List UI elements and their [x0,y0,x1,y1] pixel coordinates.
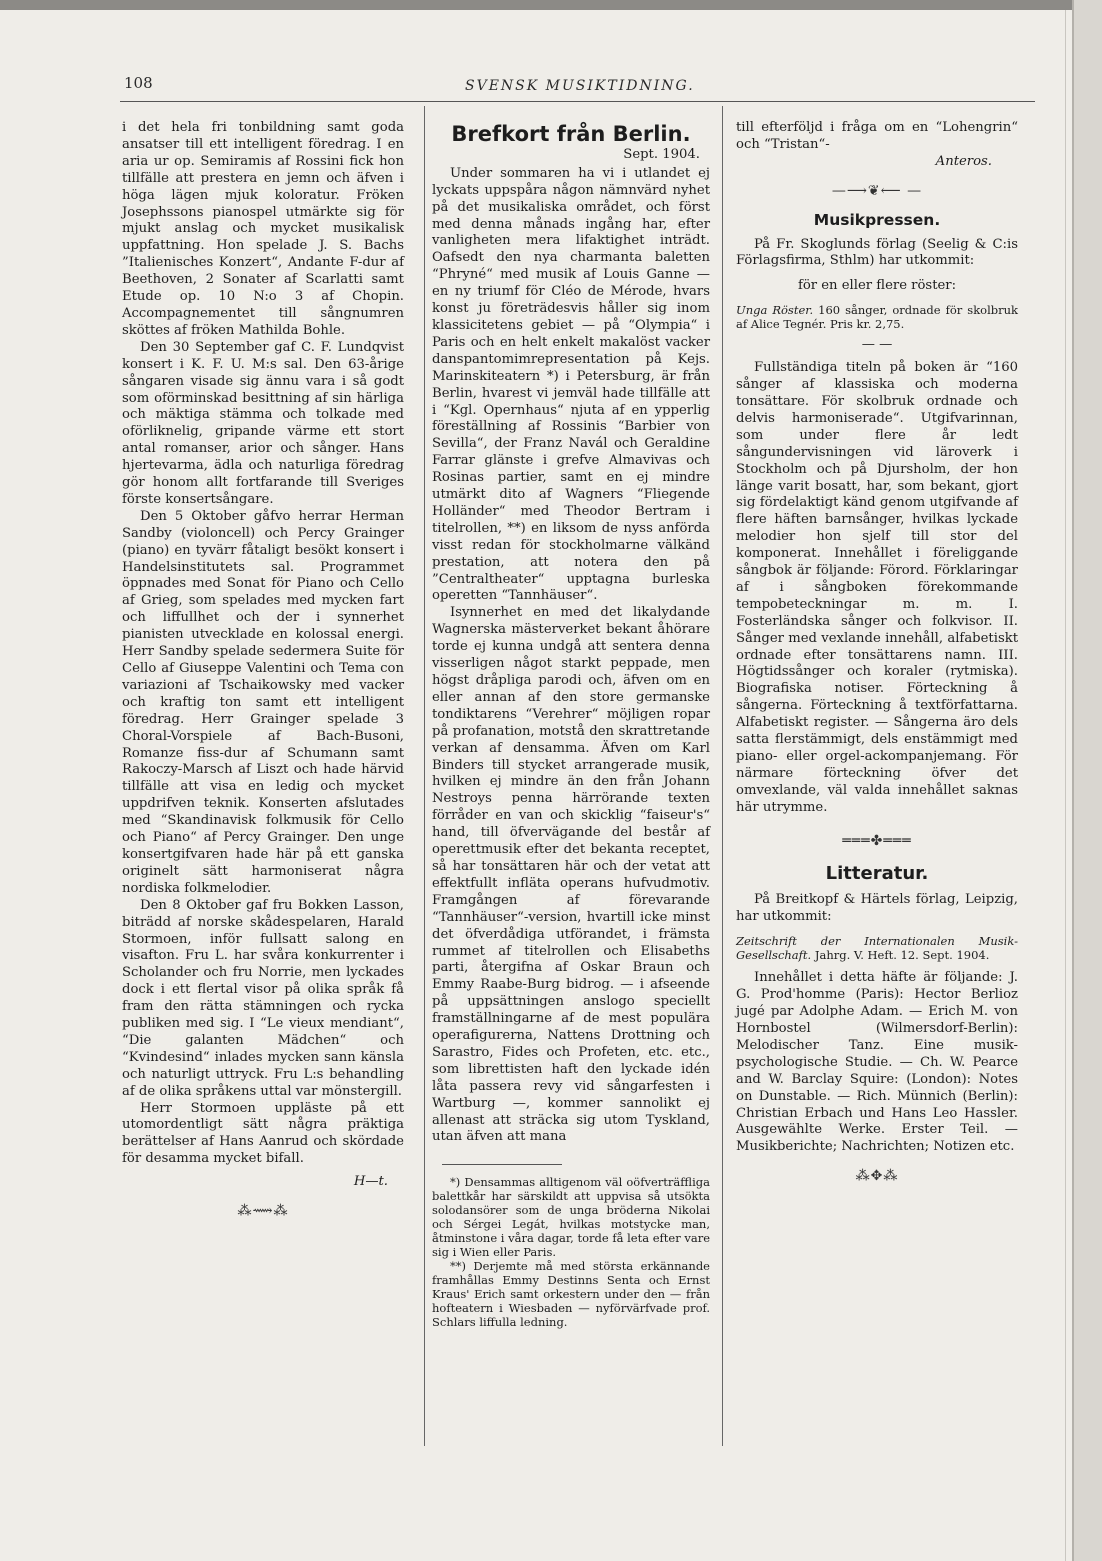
column-2 [432,122,711,1330]
ornament-line-icon: ═══✤═══ [842,832,912,849]
section-title-berlin: Brefkort från Berlin. [451,122,691,146]
ornament-arrow-icon: —⟶❦⟵ — [831,182,923,199]
book-entry [736,303,1018,331]
book-title: Unga Röster. [736,303,814,318]
page-right-edge [1072,0,1102,1561]
column-3 [736,120,1018,1197]
footnote-rule [442,1164,562,1165]
col1-paragraph-2: Den 30 September gaf C. F. Lundqvist konsert i K. F. U. M:s sal. Den 63-årige sångaren visade sig ännu vara i så godt som oförminskad besittning af sin härliga och mäktiga stämma och tolkade med oförliknelig, gripande värme ett stort antal romanser, arior och sånger. Hans hjertevarma, ädla och naturliga föredrag gör honom allt fortfarande till Sveriges förste konsertsångare. [122,339,404,507]
page-right-line [1065,10,1066,1561]
journal-entry [736,934,1018,962]
book-review: Fullständiga titeln på boken är “160 sånger af klassiska och moderna tonsättare. För skolbruk ordnade och delvis harmoniserade“. Utgifvarinnan, som under flere år ledt sångundervisningen vid läroverk i Stockholm och på Djursholm, der hon länge varit bosatt, har, som bekant, gjort sig fördelaktigt känd genom utgifvande af flere häften barnsånger, hvilkas lyckade melodier hon sjelf till stor del komponerat. Innehållet i föreliggande sångbok är följande: Förord. Förklaringar af i sångboken förekommande tempobeteckningar m. m. I. Fosterländska sånger och folkvisor. II. Sånger med vexlande innehåll, alfabetiskt ordnade efter tonsättarens namn. III. Högtidssånger och koraler (rytmiska). Biografiska notiser. Förteckning å sångerna. Förteckning å textförfattarna. Alfabetiskt register. — Sångerna äro dels satta flerstämmigt, dels enstämmigt med piano- eller orgel-ackompanjemang. För närmare förteckning öfver det omvexlande, väl valda innehållet saknas här utrymme. [736,360,1018,815]
literature-intro: På Breitkopf & Härtels förlag, Leipzig, har utkommit: [736,892,1018,925]
page-number: 108 [124,74,153,92]
book-description: 160 sånger, ordnade för skolbruk af Alice Tegnér. Pris kr. 2,75. [736,303,1019,332]
letter-date: Sept. 1904. [623,146,700,162]
publisher-notice: På Fr. Skoglunds förlag (Seelig & C:is Förlagsfirma, Sthlm) har utkommit: [736,236,1018,269]
col2-paragraph-2: Isynnerhet en med det likalydande Wagnerska mästerverket bekant åhörare torde ej kunna undgå att sentera denna visserligen något starkt peppade, men högst dråpliga parodi och, äfven om en eller annan af den store germanske tondiktarens “Verehrer“ möjligen ropar på profanation, motstå den skrattretande verkan af densamma. Äfven om Karl Binders till stycket arrangerade musik, hvilken ej mindre än den från Johann Nestroys penna härrörande texten förråder en van och skicklig “faiseur's“ hand, till öfvervägande del består af operettmusik efter det bekanta receptet, så har tonsättaren här och der vetat att effektfullt infläta operans hufvudmotiv. Framgången af förevarande “Tannhäuser“-version, hvartill icke minst det öfverdådiga utförandet, i främsta rummet af titelrollen och Elisabeths parti, återgifna af Oskar Braun och Emmy Raabe-Burg bidrog. — i afseende på uppsättningen anslogo speciellt framställningarne af de mest populära operafigurerna, Nattens Drottning och Sarastro, Fides och Profeten, etc. etc., som librettisten haft den lyckade idén låta passera revy vid sångarfesten i Wartburg —, kommer sannolikt ej allenast att sträcka sig utom Tyskland, utan äfven att mana [432,605,710,1145]
journal-name: Zeitschrift der Internationalen Musik-Gesellschaft. [736,934,1018,963]
book-category: för en eller flere röster: [797,278,957,294]
column-1 [122,120,404,1232]
col1-paragraph-3: Den 5 Oktober gåfvo herrar Herman Sandby (violoncell) och Percy Grainger (piano) en tyvärr fåtaligt besökt konsert i Handelsinstitutets sal. Programmet öppnades med Sonat för Piano och Cello af Grieg, som spelades med mycken fart och liffullhet och der i synnerhet pianisten utvecklade en kolossal energi. Herr Sandby spelade sedermera Suite för Cello af Giuseppe Valentini och Tema con variazioni af Tschaikowsky med vacker och kraftig ton samt ett intelligent föredrag. Herr Grainger spelade 3 Choral-Vorspiele af Bach-Busoni, Romanze fiss-dur af Schumann samt Rakoczy-Marsch af Liszt och hade härvid tillfälle att visa en ledig och mycket uppdrifven teknik. Konserten afslutades med “Skandinavisk folkmusik för Cello och Piano“ af Percy Grainger. Den unge konsertgifvaren hade här på ett ganska originelt sätt harmoniserat några nordiska folkmelodier. [122,508,404,896]
col1-paragraph-1: i det hela fri tonbildning samt goda ansatser till ett intelligent föredrag. I en aria ur op. Semiramis af Rossini fick hon tillfälle att prestera en jemn och äfven i höga lägen mjuk koloratur. Fröken Josephssons pianospel utmärkte sig för mjukt anslag och mycket musikalisk uppfattning. Hon spelade J. S. Bachs ”Italienisches Konzert“, Andante F-dur af Beethoven, 2 Sonater af Scarlatti samt Etude op. 10 N:o 3 af Chopin. Accompagnementet till sångnumren sköttes af fröken Mathilda Bohle. [122,120,404,338]
page-header [120,66,1035,96]
journal-contents: Innehållet i detta häfte är följande: J. G. Prod'homme (Paris): Hector Berlioz jugé par Adolphe Adam. — Erich M. von Hornbostel (Wilmersdorf-Berlin): Melodischer Tanz. Eine musik-psychologische Studie. — Ch. W. Pearce and W. Barclay Squire: (London): Notes on Dunstable. — Rich. Münnich (Berlin): Christian Erbach und Hans Leo Hassler. Ausgewählte Werke. Erster Teil. — Musikberichte; Nachrichten; Notizen etc. [736,970,1018,1155]
column-divider-left [424,106,425,1446]
header-rule [120,101,1035,102]
column-divider-right [722,106,723,1446]
col2-paragraph-1: Under sommaren ha vi i utlandet ej lyckats uppspåra någon nämnvärd nyhet på det musikaliska området, och först med denna månads ingång har, efter vanligheten mera lifaktighet inträdt. Oafsedt den nya charmanta baletten “Phryné“ med musik af Louis Ganne — en ny triumf för Cléo de Mérode, hvars konst ju företrädesvis håller sig inom klassicitetens gebiet — på “Olympia“ i Paris och en helt enkelt makalöst vacker danspantomimrepresentation på Kejs. Marinskiteatern *) i Petersburg, är från Berlin, hvarest vi jemväl hade tillfälle att i “Kgl. Opernhaus“ njuta af en ypperlig föreställning af Rossinis “Barbier von Sevilla“, der Franz Navál och Geraldine Farrar glänste i grefve Almavivas och Rosinas partier, samt en ej mindre utmärkt dito af Wagners “Fliegende Holländer“ med Theodor Bertram i titelrollen, **) en liksom de nyss anförda visst redan för stockholmarne välkänd prestation, att notera den på ”Centraltheater“ upptagna burleska operetten “Tannhäuser“. [432,165,710,604]
col1-paragraph-4: Den 8 Oktober gaf fru Bokken Lasson, biträdd af norske skådespelaren, Harald Stormoen, inför fullsatt salong en visafton. Fru L. har svåra konkurrenter i Scholander och fru Norrie, men lyckades dock i ett flertal visor på olika språk få fram den rätta stämningen och rycka publiken med sig. I “Le vieux mendiant“, “Die galanten Mädchen“ och “Kvindesind“ inlades mycken sann känsla och naturligt uttryck. Fru L:s behandling af de olika språkens uttal var mönstergill. [122,897,404,1099]
ornament-divider-icon: ⁂⟿⁂ [237,1203,289,1220]
footnote-1: *) Densammas alltigenom väl oöfverträffliga balettkår har särskildt att uppvisa så utsökta solodansörer som de unga bröderna Nikolai och Sérgei Legát, hvilkas motstycke man, åtminstone i våra dagar, torde få leta efter vare sig i Wien eller Paris. [432,1175,711,1260]
footnote-2: **) Derjemte må med största erkännande framhållas Emmy Destinns Senta och Ernst Kraus' Erich samt orkestern under den — från hofteatern i Wiesbaden — nyförvärfvade prof. Schlars liffulla ledning. [432,1259,710,1330]
ornament-flourish-icon: ⁂✥⁂ [855,1168,899,1185]
col3-intro: till efterföljd i fråga om en “Lohengrin“ och “Tristan“- [736,120,1018,152]
col3-signature: Anteros. [935,153,992,169]
page-top-edge [0,0,1102,10]
journal-title: SVENSK MUSIKTIDNING. [465,78,695,94]
section-title-musikpressen: Musikpressen. [813,210,941,229]
section-title-litteratur: Litteratur. [825,862,929,884]
col1-signature: H—t. [353,1174,388,1190]
journal-issue: Jahrg. V. Heft. 12. Sept. 1904. [814,948,990,963]
col1-paragraph-5: Herr Stormoen uppläste på ett utomordentligt sätt några präktiga berättelser af Hans Aanrud och skördade för desamma mycket bifall. [122,1100,404,1167]
separator-dash: — — [861,337,893,353]
